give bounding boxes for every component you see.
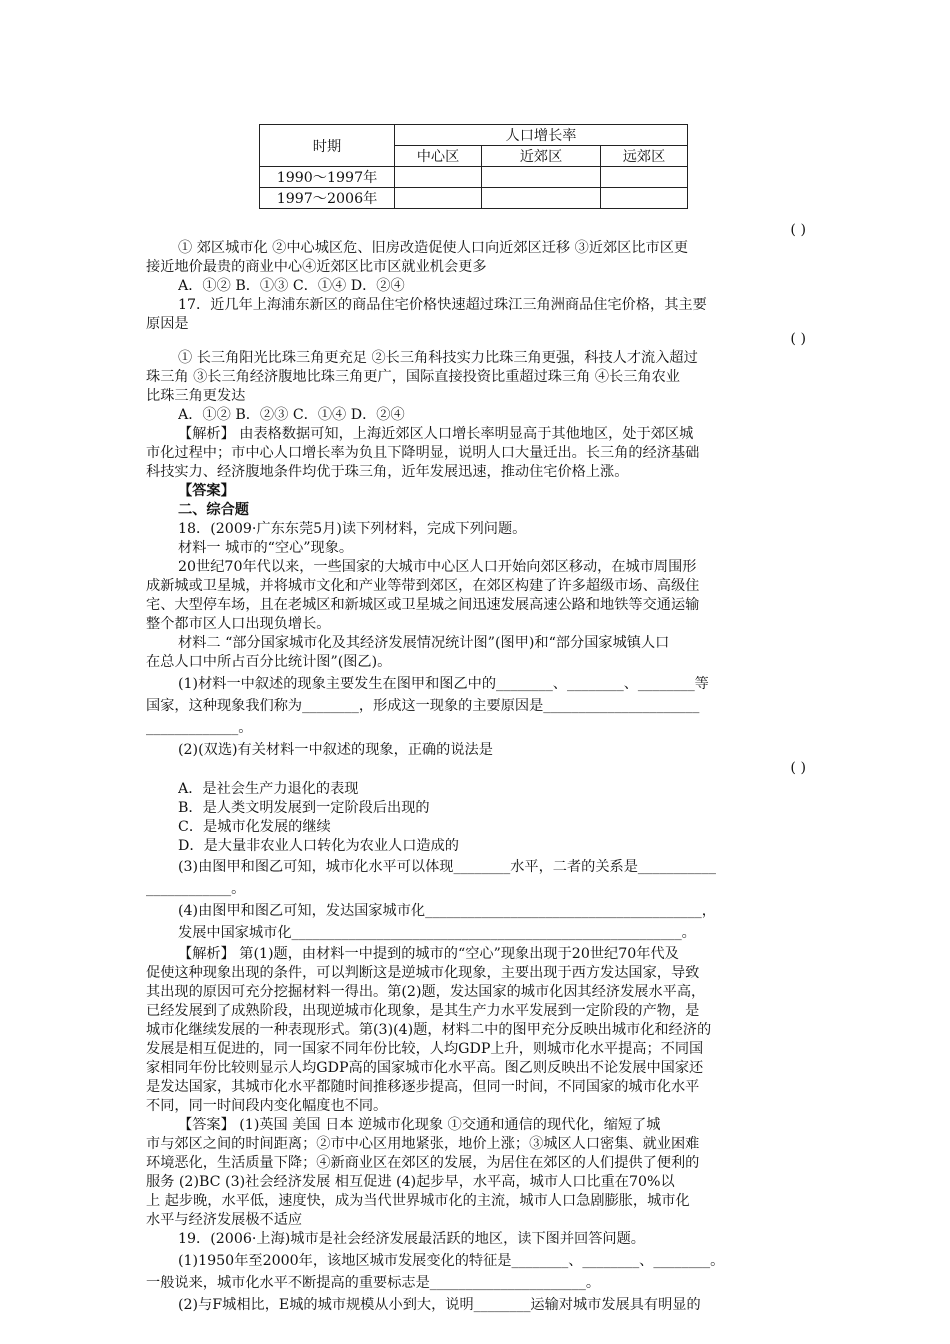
answer-text: 【答案】 (1)英国 美国 日本 逆城市化现象 ①交通和通信的现代化，缩短了城 — [178, 1117, 661, 1133]
analysis-text: 是发达国家，其城市化水平都随时间推移逐步提高，但同一时间，不同国家的城市化水平 — [146, 1079, 700, 1095]
answer-text: 上 起步晚，水平低，速度快，成为当代世界城市化的主流，城市人口急剧膨胀，城市化 — [146, 1193, 690, 1209]
analysis-text: 家相同年份比较则显示人均GDP高的国家城市化水平高。图乙则反映出不论发展中国家还 — [146, 1060, 704, 1076]
population-growth-table — [259, 124, 688, 209]
choice-b: B．是人类文明发展到一定阶段后出现的 — [178, 800, 430, 816]
choice-a: A．是社会生产力退化的表现 — [178, 781, 359, 797]
table-header-row — [260, 125, 688, 146]
material-text: 在总人口中所占百分比统计图”(图乙)。 — [146, 654, 392, 670]
question-18: 18．(2009·广东东莞5月)读下列材料，完成下列问题。 — [178, 521, 527, 537]
material-text: 成新城或卫星城，并将城市文化和产业等带到郊区，在郊区构建了许多超级市场、高级住 — [146, 578, 700, 594]
subquestion-4: (4)由图甲和图乙可知，发达国家城市化_______________________________________， — [178, 903, 716, 919]
answer-blank: ____________。 — [146, 881, 246, 897]
analysis-text: 发展是相互促进的，同一国家不同年份比较，人均GDP上升，则城市化水平提高；不同国 — [146, 1041, 704, 1057]
subquestion-1-cont: 一般说来，城市化水平不断提高的重要标志是______________________。 — [146, 1275, 601, 1291]
subquestion-1-cont: 国家，这种现象我们称为________，形成这一现象的主要原因是______________________ — [146, 698, 700, 714]
options-line: 接近地价最贵的商业中心④近郊区比市区就业机会更多 — [146, 259, 487, 275]
subquestion-1: (1)材料一中叙述的现象主要发生在图甲和图乙中的________、________、________等 — [178, 676, 709, 692]
analysis-text: 促使这种现象出现的条件，可以判断这是逆城市化现象，主要出现于西方发达国家，导致 — [146, 965, 700, 981]
analysis-text: 【解析】 第(1)题，由材料一中提到的城市的“空心”现象出现于20世纪70年代及 — [178, 946, 679, 962]
period-cell: 1997～2006年 — [260, 188, 395, 209]
table-row — [260, 188, 688, 209]
period-header: 时期 — [260, 125, 395, 167]
subquestion-3: (3)由图甲和图乙可知，城市化水平可以体现________水平，二者的关系是___________ — [178, 859, 716, 875]
growth-rate-header: 人口增长率 — [395, 125, 688, 146]
subquestion-2: (2)与F城相比，E城的城市规模从小到大，说明________运输对城市发展具有明显的 — [178, 1297, 701, 1313]
question-19: 19．(2006·上海)城市是社会经济发展最活跃的地区，读下图并回答问题。 — [178, 1231, 645, 1247]
table-cell — [395, 188, 482, 209]
table-row — [260, 167, 688, 188]
material-two-title: 材料二 “部分国家城市化及其经济发展情况统计图”(图甲)和“部分国家城镇人口 — [178, 635, 670, 651]
inner-suburb-header: 近郊区 — [482, 146, 601, 167]
table-cell — [395, 167, 482, 188]
options-line: ① 郊区城市化 ②中心城区危、旧房改造促使人口向近郊区迁移 ③近郊区比市区更 — [178, 240, 689, 256]
answer-text: 市与郊区之间的时间距离；②市中心区用地紧张，地价上涨；③城区人口密集、就业困难 — [146, 1136, 700, 1152]
answer-text: 环境恶化，生活质量下降；④新商业区在郊区的发展，为居住在郊区的人们提供了便利的 — [146, 1155, 700, 1171]
table-cell — [601, 188, 688, 209]
table-cell — [482, 167, 601, 188]
choices-line: A．①② B．①③ C．①④ D．②④ — [178, 278, 405, 294]
table-cell — [601, 167, 688, 188]
analysis-text: 已经发展到了成熟阶段，出现逆城市化现象，是其生产力水平发展到一定阶段的产物，是 — [146, 1003, 700, 1019]
subquestion-2: (2)(双选)有关材料一中叙述的现象，正确的说法是 — [178, 742, 493, 758]
options-line: 珠三角 ③长三角经济腹地比珠三角更广，国际直接投资比重超过珠三角 ④长三角农业 — [146, 369, 680, 385]
analysis-text: 科技实力、经济腹地条件均优于珠三角，近年发展迅速，推动住宅价格上涨。 — [146, 464, 629, 480]
options-line: ① 长三角阳光比珠三角更充足 ②长三角科技实力比珠三角更强，科技人才流入超过 — [178, 350, 698, 366]
answer-bracket: ( ) — [790, 760, 806, 776]
central-district-header: 中心区 — [395, 146, 482, 167]
answer-text: 水平与经济发展极不适应 — [146, 1212, 303, 1228]
answer-label: 【答案】 — [178, 483, 235, 499]
analysis-text: 城市化继续发展的一种表现形式。第(3)(4)题，材料二中的图甲充分反映出城市化和经济的 — [146, 1022, 712, 1038]
analysis-text: 不同，同一时间段内变化幅度也不同。 — [146, 1098, 388, 1114]
material-text: 整个都市区人口出现负增长。 — [146, 616, 331, 632]
analysis-text: 【解析】 由表格数据可知，上海近郊区人口增长率明显高于其他地区，处于郊区城 — [178, 426, 694, 442]
answer-bracket: ( ) — [790, 331, 806, 347]
period-cell: 1990～1997年 — [260, 167, 395, 188]
choices-line: A．①② B．②③ C．①④ D．②④ — [178, 407, 405, 423]
table-cell — [482, 188, 601, 209]
analysis-text: 其出现的原因可充分挖掘材料一得出。第(2)题，发达国家的城市化因其经济发展水平高， — [146, 984, 706, 1000]
outer-suburb-header: 远郊区 — [601, 146, 688, 167]
choice-d: D．是大量非农业人口转化为农业人口造成的 — [178, 838, 459, 854]
answer-blank: _____________。 — [146, 720, 253, 736]
material-text: 宅、大型停车场，且在老城区和新城区或卫星城之间迅速发展高速公路和地铁等交通运输 — [146, 597, 700, 613]
question-text: 原因是 — [146, 316, 189, 332]
subquestion-4-cont: 发展中国家城市化_______________________________________________________。 — [178, 925, 696, 941]
answer-text: 服务 (2)BC (3)社会经济发展 相互促进 (4)起步早，水平高，城市人口比重在70%以 — [146, 1174, 675, 1190]
options-line: 比珠三角更发达 — [146, 388, 246, 404]
subquestion-1: (1)1950年至2000年，该地区城市发展变化的特征是________、________、________。 — [178, 1253, 725, 1269]
material-one-title: 材料一 城市的“空心”现象。 — [178, 540, 354, 556]
choice-c: C．是城市化发展的继续 — [178, 819, 331, 835]
material-text: 20世纪70年代以来，一些国家的大城市中心区人口开始向郊区移动，在城市周围形 — [178, 559, 697, 575]
answer-bracket: ( ) — [790, 222, 806, 238]
analysis-text: 市化过程中；市中心人口增长率为负且下降明显，说明人口大量迁出。长三角的经济基础 — [146, 445, 700, 461]
section-heading: 二、综合题 — [178, 502, 249, 518]
question-17: 17．近几年上海浦东新区的商品住宅价格快速超过珠江三角洲商品住宅价格，其主要 — [178, 297, 707, 313]
